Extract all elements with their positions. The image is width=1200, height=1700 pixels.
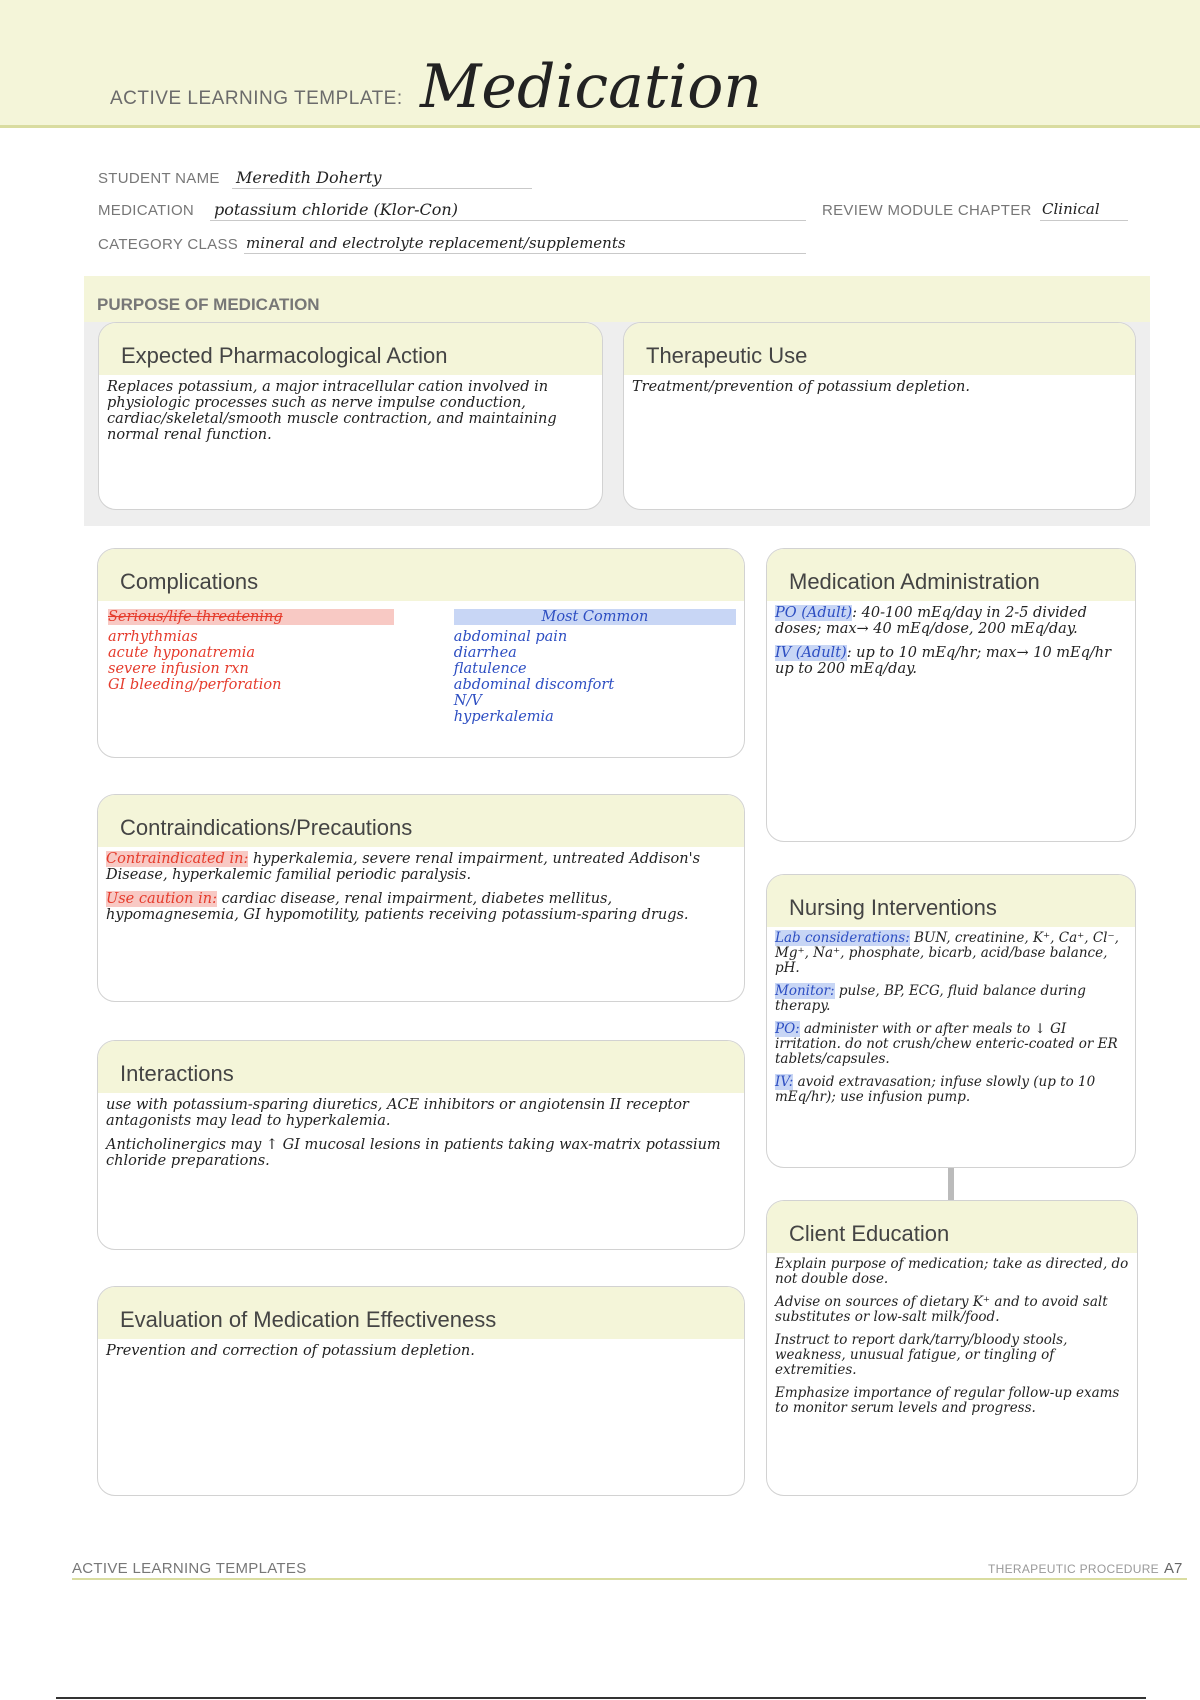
evaluation-title: Evaluation of Medication Effectiveness — [98, 1287, 744, 1339]
page-number: A7 — [1164, 1560, 1183, 1577]
client-education-item: Emphasize importance of regular follow-up exams to monitor serum levels and progress. — [775, 1385, 1120, 1416]
monitor-text: Monitor: pulse, BP, ECG, fluid balance during therapy. — [775, 983, 1086, 1014]
medication-line — [210, 220, 806, 221]
nursing-po-label: PO: — [775, 1021, 800, 1037]
serious-item: arrhythmias — [108, 629, 198, 645]
common-heading: Most Common — [454, 609, 736, 625]
contraindicated-text: Contraindicated in: hyperkalemia, severe renal impairment, untreated Addison's Disease, hyperkalemic familial periodic paralysis. — [106, 851, 701, 883]
client-education-title: Client Education — [767, 1201, 1137, 1253]
common-item: diarrhea — [453, 645, 517, 661]
therapeutic-use-text: Treatment/prevention of potassium depletion. — [632, 379, 970, 395]
footer-rule — [72, 1578, 1187, 1580]
client-education-item: Explain purpose of medication; take as directed, do not double dose. — [775, 1256, 1129, 1287]
common-item: flatulence — [453, 661, 527, 677]
admin-po-text: PO (Adult): 40-100 mEq/day in 2-5 divided doses; max→ 40 mEq/dose, 200 mEq/day. — [775, 605, 1087, 637]
evaluation-card — [97, 1286, 745, 1496]
nursing-interventions-title: Nursing Interventions — [767, 875, 1135, 927]
nursing-iv-label: IV: — [775, 1074, 794, 1090]
admin-po-label: PO (Adult) — [775, 605, 853, 621]
student-name-line — [232, 188, 532, 189]
common-item: abdominal discomfort — [453, 677, 615, 693]
category-class-line — [244, 253, 806, 254]
lab-considerations-text: Lab considerations: BUN, creatinine, K⁺, Ca⁺, Cl⁻, Mg⁺, Na⁺, phosphate, bicarb, acid/base balance, pH. — [775, 930, 1119, 976]
nursing-po-text: PO: administer with or after meals to ↓ GI irritation. do not crush/chew enteric-coated or ER tablets/capsules. — [775, 1021, 1118, 1067]
serious-heading: Serious/life threatening — [108, 609, 394, 625]
admin-iv-text: IV (Adult): up to 10 mEq/hr; max→ 10 mEq/hr up to 200 mEq/day. — [775, 645, 1112, 677]
footer-right: THERAPEUTIC PROCEDURE — [988, 1562, 1159, 1576]
expected-action-card — [98, 322, 603, 510]
review-module-line — [1040, 220, 1128, 221]
common-column — [454, 609, 736, 725]
caution-label: Use caution in: — [106, 891, 217, 907]
common-item: hyperkalemia — [453, 709, 554, 725]
medication-value: potassium chloride (Klor-Con) — [214, 200, 458, 219]
serious-column — [106, 609, 454, 725]
template-label: ACTIVE LEARNING TEMPLATE: — [110, 88, 403, 109]
admin-iv-label: IV (Adult) — [775, 645, 847, 661]
serious-item: acute hyponatremia — [108, 645, 256, 661]
lab-considerations-label: Lab considerations: — [775, 930, 910, 946]
client-education-card — [766, 1200, 1138, 1496]
expected-action-text: Replaces potassium, a major intracellular cation involved in physiologic processes such as nerve impulse conduction, cardiac/skeletal/smooth muscle contraction, and maintaining normal renal function. — [107, 379, 557, 443]
therapeutic-use-title: Therapeutic Use — [624, 323, 1135, 375]
category-class-value: mineral and electrolyte replacement/supplements — [246, 234, 626, 252]
monitor-label: Monitor: — [775, 983, 835, 999]
complications-card — [97, 548, 745, 758]
nursing-iv-text: IV: avoid extravasation; infuse slowly (up to 10 mEq/hr); use infusion pump. — [775, 1074, 1096, 1105]
common-item: N/V — [453, 693, 482, 709]
student-name-value: Meredith Doherty — [236, 168, 382, 187]
review-module-value: Clinical — [1042, 200, 1100, 218]
serious-item: severe infusion rxn — [108, 661, 249, 677]
client-education-item: Advise on sources of dietary K⁺ and to avoid salt substitutes or low-salt milk/food. — [775, 1294, 1108, 1325]
contraindications-title: Contraindications/Precautions — [98, 795, 744, 847]
complications-title: Complications — [98, 549, 744, 601]
therapeutic-use-card — [623, 322, 1136, 510]
connector-bar — [948, 1168, 954, 1200]
student-name-label: STUDENT NAME — [98, 170, 220, 187]
interactions-text-2: Anticholinergics may ↑ GI mucosal lesions in patients taking wax-matrix potassium chloride preparations. — [106, 1137, 721, 1169]
caution-text: Use caution in: cardiac disease, renal impairment, diabetes mellitus, hypomagnesemia, GI hypomotility, patients receiving potassium-sparing drugs. — [106, 891, 689, 923]
page-title: Medication — [420, 52, 762, 122]
common-item: abdominal pain — [453, 629, 568, 645]
medication-administration-card — [766, 548, 1136, 842]
review-module-label: REVIEW MODULE CHAPTER — [822, 202, 1032, 219]
client-education-item: Instruct to report dark/tarry/bloody stools, weakness, unusual fatigue, or tingling of extremities. — [775, 1332, 1068, 1378]
footer-left: ACTIVE LEARNING TEMPLATES — [72, 1560, 307, 1577]
category-class-label: CATEGORY CLASS — [98, 236, 239, 253]
interactions-card — [97, 1040, 745, 1250]
interactions-title: Interactions — [98, 1041, 744, 1093]
evaluation-text: Prevention and correction of potassium depletion. — [106, 1343, 475, 1359]
medication-label: MEDICATION — [98, 202, 195, 219]
medication-administration-title: Medication Administration — [767, 549, 1135, 601]
contraindications-card — [97, 794, 745, 1002]
serious-item: GI bleeding/perforation — [108, 677, 282, 693]
contraindicated-label: Contraindicated in: — [106, 851, 249, 867]
purpose-label: PURPOSE OF MEDICATION — [97, 295, 320, 314]
nursing-interventions-card — [766, 874, 1136, 1168]
expected-action-title: Expected Pharmacological Action — [99, 323, 602, 375]
interactions-text-1: use with potassium-sparing diuretics, ACE inhibitors or angiotensin II receptor antagonists may lead to hyperkalemia. — [106, 1097, 689, 1129]
bottom-rule — [56, 1697, 1146, 1699]
